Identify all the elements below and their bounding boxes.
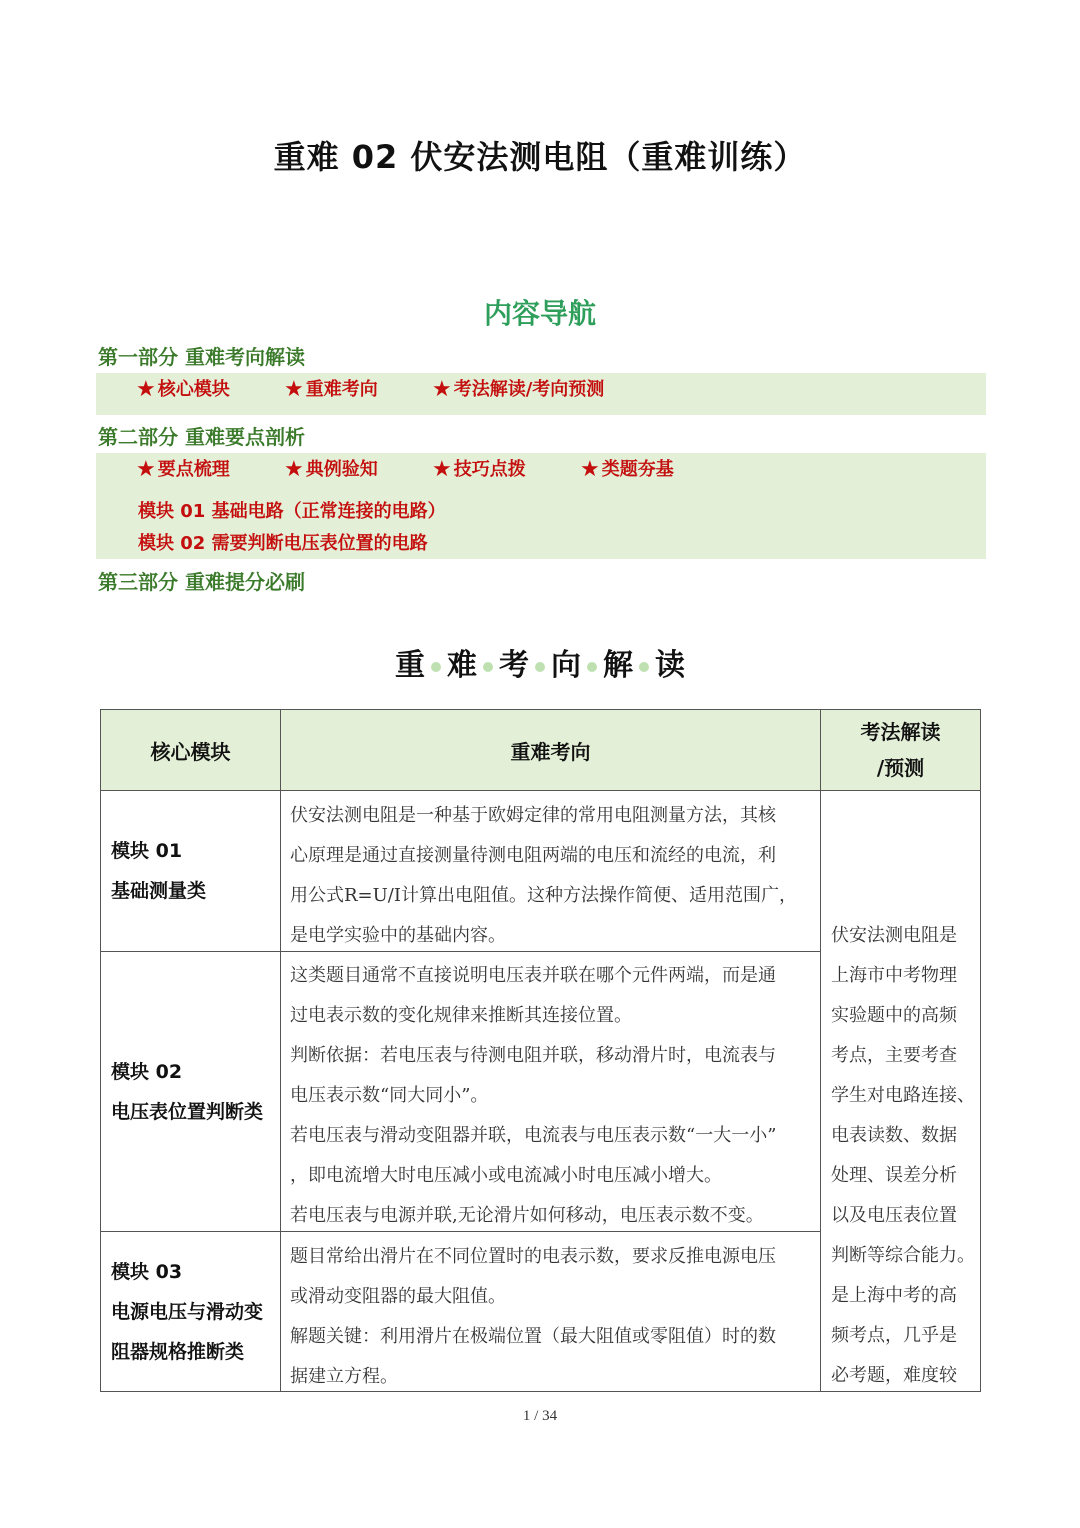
- page-number: 1 / 34: [522, 1408, 558, 1424]
- part2-module-link: 模块 01 基础电路（正常连接的电路）: [138, 501, 446, 522]
- row-description: 伏安法测电阻是一种基于欧姆定律的常用电阻测量方法，其核 心原理是通过直接测量待测电阻两端的电压和流经的电流，利 用公式R=U/I计算出电阻值。这种方法操作简便、适用范围广， 是电学实验中的基础内容。: [290, 805, 797, 946]
- part2-band: [96, 453, 986, 559]
- section-heading: [0, 640, 1080, 684]
- star-icon: ★: [136, 377, 156, 402]
- heading-char: 重: [395, 648, 425, 683]
- part1-item: ★ 核心模块: [136, 377, 230, 402]
- part2-item: ★ 技巧点拨: [432, 457, 526, 482]
- heading-char: 难: [447, 648, 477, 683]
- part3-label: 第三部分 重难提分必刷: [98, 570, 305, 594]
- table-border: [980, 709, 981, 1392]
- part2-module-link: 模块 02 需要判断电压表位置的电路: [138, 533, 428, 554]
- star-icon: ★: [432, 457, 452, 482]
- nav-title: 内容导航: [483, 297, 596, 330]
- module-id: 模块 02: [111, 1060, 183, 1083]
- table-header-module: 核心模块: [101, 710, 280, 790]
- document-title: 重难 02 伏安法测电阻（重难训练）: [273, 138, 807, 176]
- table-border: [100, 1231, 821, 1232]
- heading-char: 解: [603, 648, 633, 683]
- table-border: [100, 1391, 981, 1392]
- analysis-column: 伏安法测电阻是 上海市中考物理 实验题中的高频 考点，主要考查 学生对电路连接、 电表读数、数据 处理、误差分析 以及电压表位置 判断等综合能力。 是上海中考的高 频考点，几乎是 必考题，难度较: [831, 925, 975, 1386]
- part2-item: ★ 要点梳理: [136, 457, 230, 482]
- module-name: 基础测量类: [111, 879, 207, 902]
- module-name: 电源电压与滑动变: [111, 1301, 264, 1323]
- module-name: 电压表位置判断类: [111, 1100, 264, 1123]
- table-border: [100, 951, 821, 952]
- part1-item: ★ 考法解读/考向预测: [432, 377, 605, 402]
- module-id: 模块 03: [111, 1261, 183, 1283]
- star-icon: ★: [580, 457, 600, 482]
- part2-label: 第二部分 重难要点剖析: [98, 425, 305, 449]
- dot-separator: [587, 662, 597, 672]
- table-border: [100, 790, 981, 791]
- module-name: 阻器规格推断类: [111, 1341, 245, 1363]
- heading-char: 读: [655, 648, 685, 683]
- heading-char: 向: [551, 648, 581, 683]
- dot-separator: [535, 662, 545, 672]
- star-icon: ★: [136, 457, 156, 482]
- part1-band: [96, 373, 986, 415]
- part1-label: 第一部分 重难考向解读: [98, 345, 305, 369]
- heading-char: 考: [499, 648, 529, 683]
- table-border: [100, 709, 101, 1392]
- table-border: [100, 709, 981, 710]
- star-icon: ★: [284, 377, 304, 402]
- part2-item: ★ 典例验知: [284, 457, 378, 482]
- table-border: [280, 709, 281, 1392]
- dot-separator: [431, 662, 441, 672]
- module-id: 模块 01: [111, 839, 183, 862]
- dot-separator: [639, 662, 649, 672]
- table-border: [820, 709, 821, 1392]
- table-row: [101, 790, 280, 951]
- row-description: 这类题目通常不直接说明电压表并联在哪个元件两端，而是通 过电表示数的变化规律来推断其连接位置。 判断依据：若电压表与待测电阻并联，移动滑片时，电流表与 电压表示数“同大同小”。 若电压表与滑动变阻器并联，电流表与电压表示数“一大一小” ，即电流增大时电压减小或电流减小时电压减小增大。 若电压表与电源并联,无论滑片如何移动，电压表示数不变。: [290, 965, 777, 1226]
- table-header-direction: 重难考向: [280, 710, 821, 790]
- row-description: 题目常给出滑片在不同位置时的电表示数，要求反推电源电压 或滑动变阻器的最大阻值。 解题关键：利用滑片在极端位置（最大阻值或零阻值）时的数 据建立方程。: [290, 1246, 776, 1387]
- table-header-analysis: 考法解读 /预测: [821, 710, 980, 790]
- part2-item: ★ 类题夯基: [580, 457, 674, 482]
- part1-item: ★ 重难考向: [284, 377, 378, 402]
- dot-separator: [483, 662, 493, 672]
- table-row: [101, 951, 280, 1232]
- star-icon: ★: [284, 457, 304, 482]
- star-icon: ★: [432, 377, 452, 402]
- table-row: [101, 1232, 280, 1392]
